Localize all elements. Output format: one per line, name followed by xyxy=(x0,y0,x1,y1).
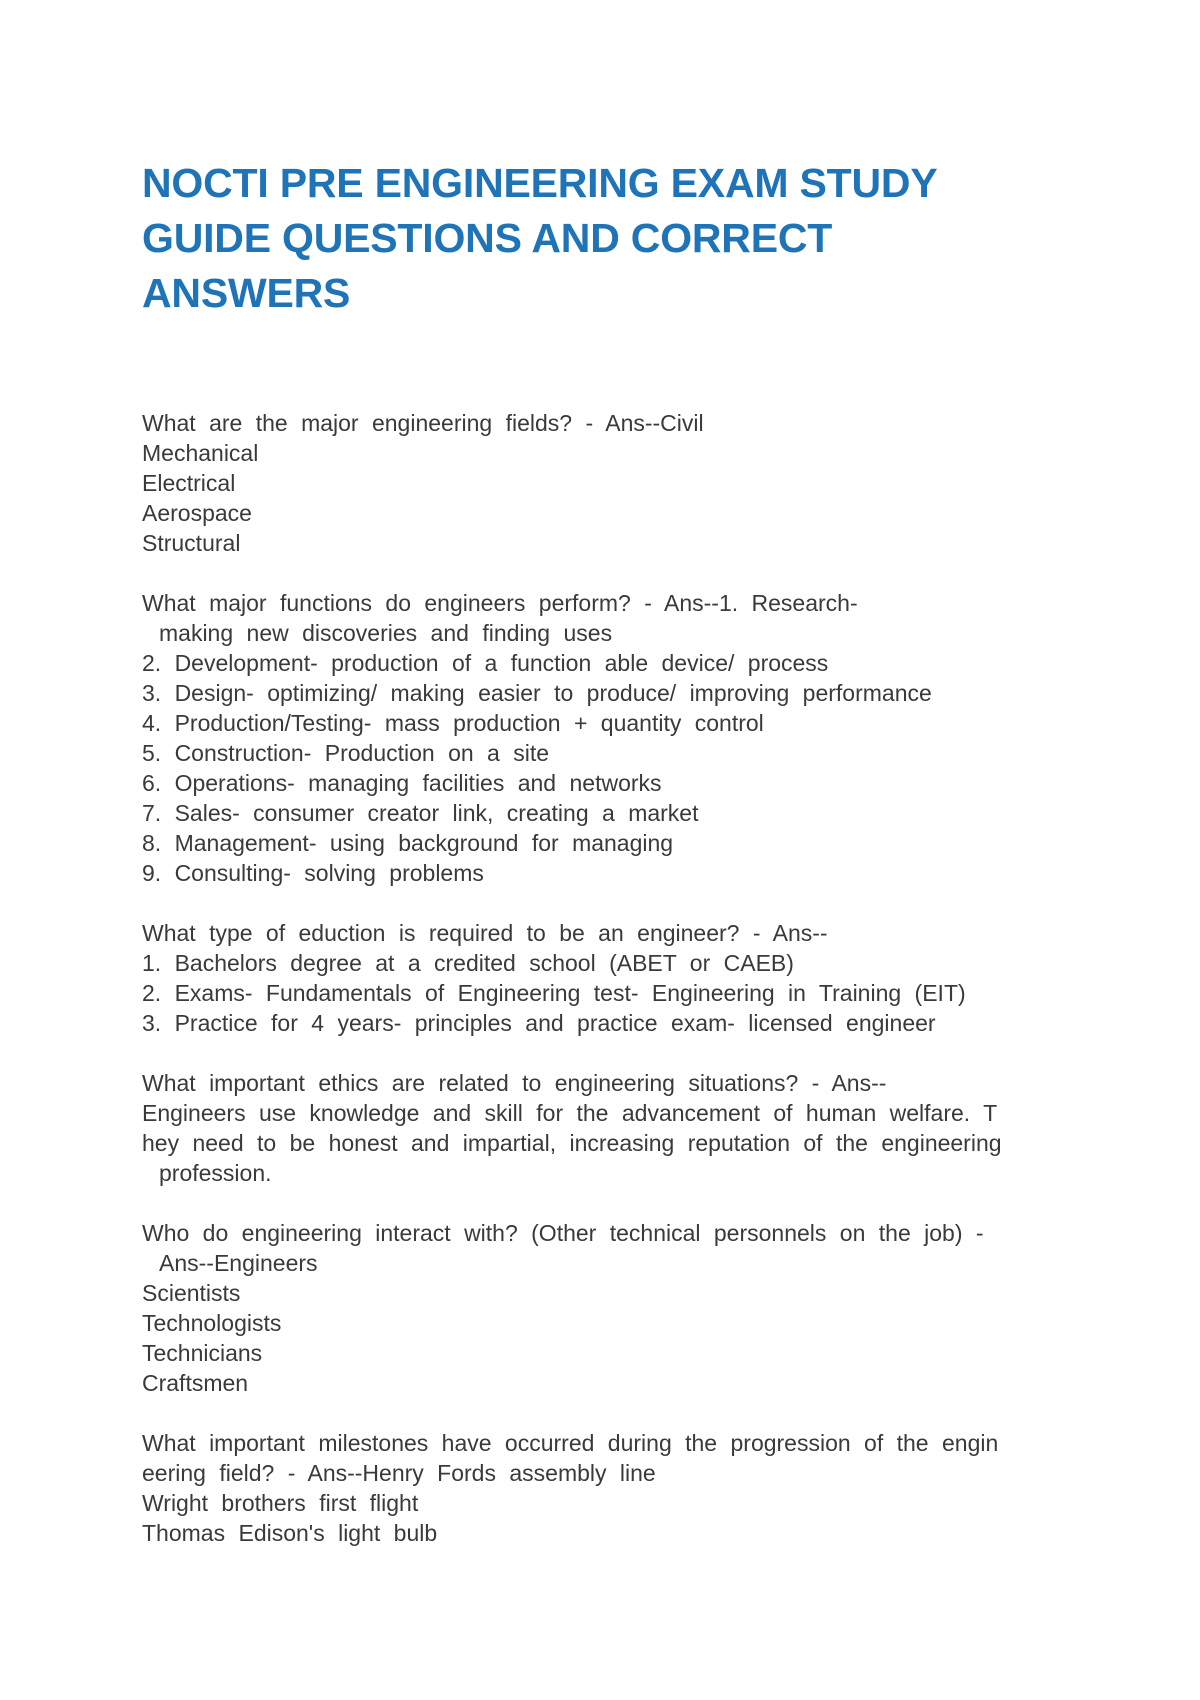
title-line: GUIDE QUESTIONS AND CORRECT xyxy=(142,215,833,261)
qa-line: Who do engineering interact with? (Other technical personnels on the job) - xyxy=(142,1220,984,1246)
qa-block xyxy=(142,1068,1062,1188)
document-title xyxy=(142,156,1062,321)
qa-line: profession. xyxy=(159,1160,272,1186)
qa-line: Aerospace xyxy=(142,500,252,526)
qa-list xyxy=(142,408,1062,1578)
qa-line: 2. Development- production of a function able device/ process xyxy=(142,650,829,676)
qa-line: 7. Sales- consumer creator link, creating a market xyxy=(142,800,699,826)
qa-line: Engineers use knowledge and skill for the advancement of human welfare. T xyxy=(142,1100,998,1126)
qa-line: Technicians xyxy=(142,1340,263,1366)
qa-block xyxy=(142,408,1062,558)
qa-line: Thomas Edison's light bulb xyxy=(142,1520,438,1546)
qa-line: 3. Design- optimizing/ making easier to produce/ improving performance xyxy=(142,680,932,706)
qa-line: Mechanical xyxy=(142,440,259,466)
qa-line: 4. Production/Testing- mass production + quantity control xyxy=(142,710,764,736)
qa-line: Wright brothers first flight xyxy=(142,1490,419,1516)
qa-line: What are the major engineering fields? - Ans--Civil xyxy=(142,410,704,436)
qa-line: 8. Management- using background for managing xyxy=(142,830,674,856)
qa-block xyxy=(142,1428,1062,1548)
qa-line: 9. Consulting- solving problems xyxy=(142,860,484,886)
qa-block xyxy=(142,588,1062,888)
qa-line: making new discoveries and finding uses xyxy=(159,620,613,646)
qa-line: 6. Operations- managing facilities and networks xyxy=(142,770,662,796)
qa-line: Scientists xyxy=(142,1280,241,1306)
qa-line: Structural xyxy=(142,530,241,556)
title-line: NOCTI PRE ENGINEERING EXAM STUDY xyxy=(142,160,938,206)
qa-line: 2. Exams- Fundamentals of Engineering test- Engineering in Training (EIT) xyxy=(142,980,966,1006)
qa-line: Craftsmen xyxy=(142,1370,249,1396)
qa-line: Technologists xyxy=(142,1310,282,1336)
qa-line: What type of eduction is required to be an engineer? - Ans-- xyxy=(142,920,828,946)
qa-block xyxy=(142,918,1062,1038)
qa-line: eering field? - Ans--Henry Fords assembly line xyxy=(142,1460,656,1486)
qa-line: What important milestones have occurred during the progression of the engin xyxy=(142,1430,999,1456)
qa-line: 1. Bachelors degree at a credited school (ABET or CAEB) xyxy=(142,950,794,976)
qa-line: Ans--Engineers xyxy=(159,1250,318,1276)
qa-line: What important ethics are related to engineering situations? - Ans-- xyxy=(142,1070,887,1096)
qa-line: What major functions do engineers perform? - Ans--1. Research- xyxy=(142,590,858,616)
qa-line: 3. Practice for 4 years- principles and practice exam- licensed engineer xyxy=(142,1010,936,1036)
qa-line: hey need to be honest and impartial, increasing reputation of the engineering xyxy=(142,1130,1002,1156)
qa-line: Electrical xyxy=(142,470,236,496)
qa-block xyxy=(142,1218,1062,1398)
document-header xyxy=(142,156,1062,321)
title-line: ANSWERS xyxy=(142,270,351,316)
qa-line: 5. Construction- Production on a site xyxy=(142,740,550,766)
